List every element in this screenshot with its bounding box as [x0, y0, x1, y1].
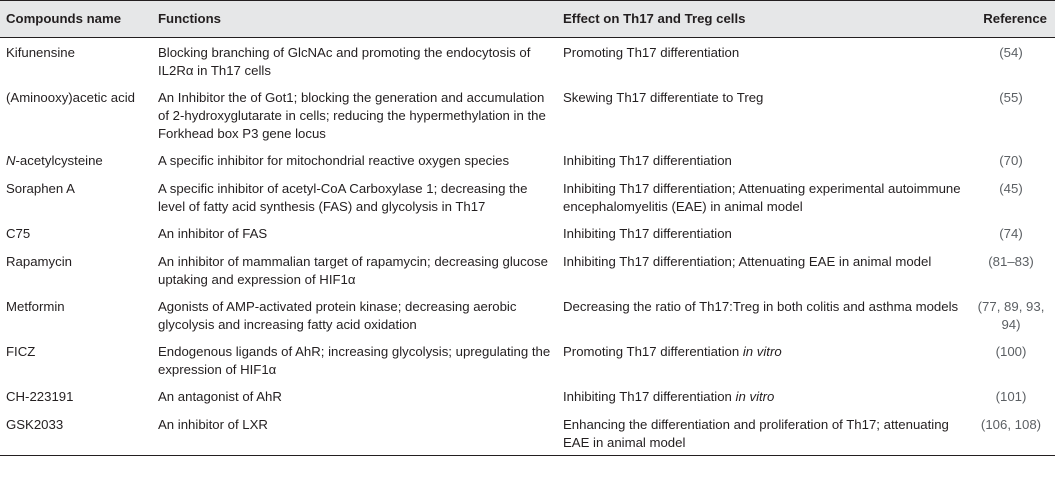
- reference-open-paren: (: [999, 226, 1004, 241]
- reference-close-paren: ): [1036, 417, 1042, 432]
- cell-reference: [965, 38, 1055, 84]
- cell-effect: [557, 174, 965, 219]
- cell-effect: [557, 382, 965, 410]
- cell-reference: [965, 174, 1055, 219]
- table-row: [0, 292, 1055, 337]
- table-row: [0, 146, 1055, 174]
- reference-open-paren: (: [988, 254, 993, 269]
- header-row: [0, 1, 1055, 38]
- compound-name: CH-223191: [6, 389, 74, 404]
- table-row: [0, 337, 1055, 382]
- effect-text: Inhibiting Th17 differentiation: [563, 389, 736, 404]
- cell-compound: [0, 219, 152, 247]
- cell-effect: [557, 410, 965, 456]
- reference-open-paren: (: [999, 181, 1004, 196]
- compound-name: -acetylcysteine: [15, 153, 103, 168]
- reference-link[interactable]: 74: [1003, 226, 1019, 241]
- table-row: [0, 38, 1055, 84]
- reference-open-paren: (: [995, 389, 1000, 404]
- cell-compound: [0, 382, 152, 410]
- cell-compound: [0, 292, 152, 337]
- effect-text: Enhancing the differentiation and proliferation of Th17; attenuating EAE in animal model: [563, 417, 949, 450]
- table-row: [0, 219, 1055, 247]
- table-row: [0, 247, 1055, 292]
- reference-close-paren: ): [1018, 226, 1023, 241]
- cell-reference: [965, 382, 1055, 410]
- cell-functions: An antagonist of AhR: [158, 389, 282, 404]
- compound-name: (Aminooxy)acetic acid: [6, 90, 135, 105]
- table-row: [0, 382, 1055, 410]
- reference-link[interactable]: 106, 108: [985, 417, 1037, 432]
- cell-functions: An inhibitor of LXR: [158, 417, 268, 432]
- cell-effect: [557, 337, 965, 382]
- reference-open-paren: (: [977, 299, 983, 314]
- reference-close-paren: ): [1029, 254, 1034, 269]
- cell-compound: [0, 410, 152, 456]
- effect-italic-part: in vitro: [735, 389, 775, 404]
- cell-compound: [0, 174, 152, 219]
- cell-reference: [965, 292, 1055, 337]
- cell-compound: [0, 247, 152, 292]
- cell-reference: [965, 247, 1055, 292]
- reference-open-paren: (: [995, 344, 1000, 359]
- compound-name: Soraphen A: [6, 181, 75, 196]
- cell-functions: Endogenous ligands of AhR; increasing glycolysis; upregulating the expression of HIF1α: [158, 344, 551, 377]
- cell-reference: [965, 146, 1055, 174]
- effect-text: Promoting Th17 differentiation: [563, 344, 743, 359]
- cell-functions: Blocking branching of GlcNAc and promoting the endocytosis of IL2Rα in Th17 cells: [158, 45, 531, 78]
- effect-text: Inhibiting Th17 differentiation; Attenuating experimental autoimmune encephalomyelitis (EAE) in animal model: [563, 181, 961, 214]
- header-reference: Reference: [983, 11, 1047, 26]
- effect-text: Inhibiting Th17 differentiation; Attenuating EAE in animal model: [563, 254, 932, 269]
- table-row: [0, 174, 1055, 219]
- reference-close-paren: ): [1018, 153, 1023, 168]
- header-functions: Functions: [158, 11, 222, 26]
- cell-compound: [0, 83, 152, 146]
- reference-close-paren: ): [1018, 45, 1023, 60]
- reference-link[interactable]: 81–83: [992, 254, 1030, 269]
- reference-close-paren: ): [1018, 181, 1023, 196]
- cell-functions: An inhibitor of FAS: [158, 226, 268, 241]
- reference-link[interactable]: 55: [1003, 90, 1019, 105]
- reference-close-paren: ): [1022, 344, 1027, 359]
- effect-text: Decreasing the ratio of Th17:Treg in both colitis and asthma models: [563, 299, 959, 314]
- reference-close-paren: ): [1022, 389, 1027, 404]
- compound-name: Kifunensine: [6, 45, 75, 60]
- reference-link[interactable]: 101: [999, 389, 1022, 404]
- cell-effect: [557, 219, 965, 247]
- cell-effect: [557, 38, 965, 84]
- cell-functions: A specific inhibitor of acetyl-CoA Carboxylase 1; decreasing the level of fatty acid synthesis (FAS) and glycolysis in Th17: [158, 181, 528, 214]
- reference-open-paren: (: [999, 153, 1004, 168]
- table-row: [0, 83, 1055, 146]
- reference-link[interactable]: 77, 89, 93, 94: [982, 299, 1045, 332]
- effect-text: Promoting Th17 differentiation: [563, 45, 740, 60]
- cell-compound: [0, 38, 152, 84]
- reference-open-paren: (: [999, 90, 1004, 105]
- effect-text: Skewing Th17 differentiate to Treg: [563, 90, 764, 105]
- compound-name: Metformin: [6, 299, 65, 314]
- compound-name: C75: [6, 226, 31, 241]
- effect-text: Inhibiting Th17 differentiation: [563, 226, 732, 241]
- reference-link[interactable]: 54: [1003, 45, 1019, 60]
- reference-open-paren: (: [999, 45, 1004, 60]
- cell-reference: [965, 337, 1055, 382]
- effect-text: Inhibiting Th17 differentiation: [563, 153, 732, 168]
- effect-italic-part: in vitro: [742, 344, 782, 359]
- reference-link[interactable]: 100: [999, 344, 1022, 359]
- cell-functions: An inhibitor of mammalian target of rapamycin; decreasing glucose uptaking and expression of HIF1α: [158, 254, 548, 287]
- cell-compound: [0, 337, 152, 382]
- cell-functions: An Inhibitor the of Got1; blocking the generation and accumulation of 2-hydroxyglutarate in cells; reducing the hypermethylation in the Forkhead box P3 gene locus: [158, 90, 546, 141]
- reference-close-paren: ): [1018, 90, 1023, 105]
- header-compound: Compounds name: [6, 11, 122, 26]
- cell-reference: [965, 410, 1055, 456]
- cell-effect: [557, 247, 965, 292]
- compound-name: FICZ: [6, 344, 36, 359]
- reference-link[interactable]: 45: [1003, 181, 1019, 196]
- table-row: [0, 410, 1055, 456]
- table-body: [0, 38, 1055, 456]
- compound-name: Rapamycin: [6, 254, 72, 269]
- header-effect: Effect on Th17 and Treg cells: [563, 11, 746, 26]
- reference-close-paren: ): [1016, 317, 1021, 332]
- cell-effect: [557, 83, 965, 146]
- cell-reference: [965, 219, 1055, 247]
- cell-effect: [557, 292, 965, 337]
- cell-functions: A specific inhibitor for mitochondrial reactive oxygen species: [158, 153, 510, 168]
- cell-reference: [965, 83, 1055, 146]
- compound-name: GSK2033: [6, 417, 64, 432]
- cell-functions: Agonists of AMP-activated protein kinase; decreasing aerobic glycolysis and increasing fatty acid oxidation: [158, 299, 517, 332]
- reference-link[interactable]: 70: [1003, 153, 1019, 168]
- compound-italic-part: N: [6, 153, 16, 168]
- cell-compound: [0, 146, 152, 174]
- reference-open-paren: (: [980, 417, 986, 432]
- table-header: [0, 1, 1055, 38]
- cell-effect: [557, 146, 965, 174]
